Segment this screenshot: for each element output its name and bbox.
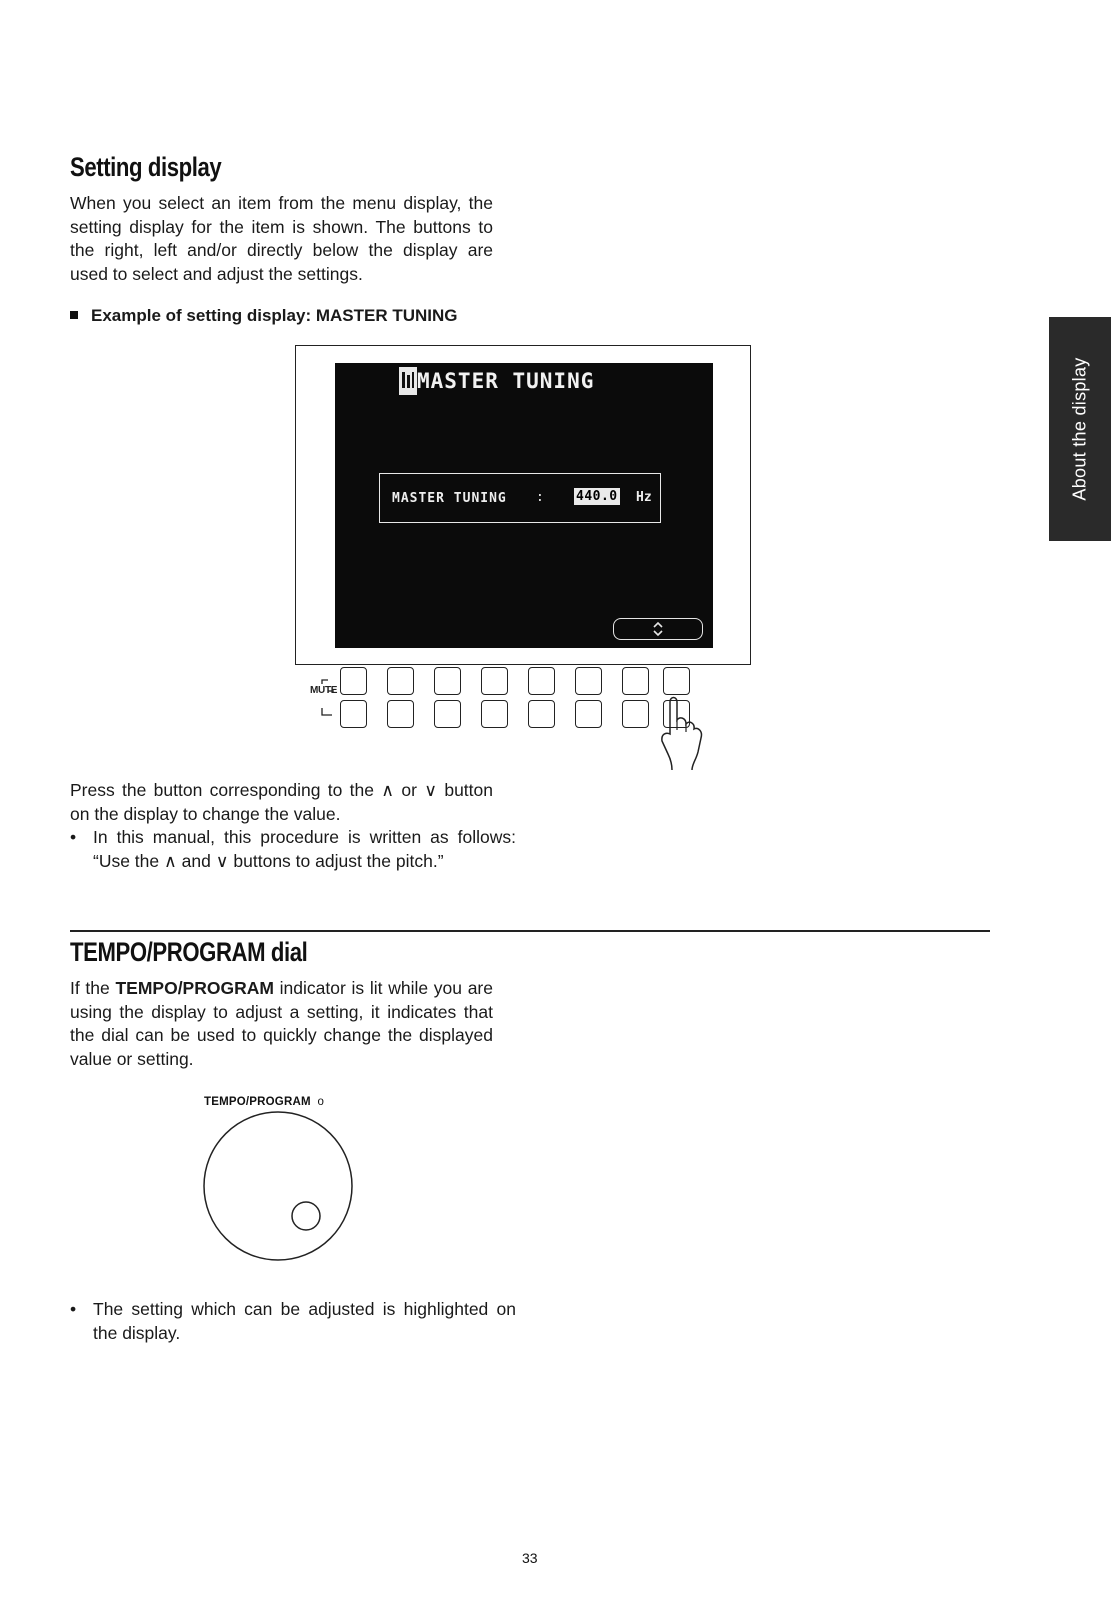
bullet-icon: •	[70, 827, 77, 847]
section-side-tab	[1049, 317, 1111, 541]
tempo-program-indicator-label: TEMPO/PROGRAM o	[204, 1096, 325, 1108]
up-down-button[interactable]	[613, 618, 703, 640]
display-button-bottom-7[interactable]	[622, 700, 649, 728]
display-button-top-2[interactable]	[387, 667, 414, 695]
display-button-bottom-3[interactable]	[434, 700, 461, 728]
up-down-arrows-icon	[648, 620, 668, 638]
tempo-dial-intro: If the TEMPO/PROGRAM indicator is lit while you are using the display to adjust a setting, it indicates that the dial can be used to quickly change the displayed value or setting.	[70, 978, 493, 1069]
section-divider	[70, 930, 990, 932]
note-highlighted-setting: • The setting which can be adjusted is highlighted on the display.	[70, 1299, 516, 1343]
section-heading-setting-display: Setting display	[70, 152, 222, 182]
display-button-top-7[interactable]	[622, 667, 649, 695]
side-tab-label: About the display	[1069, 357, 1090, 501]
mute-bracket	[318, 670, 338, 722]
field-label: MASTER TUNING	[392, 491, 507, 506]
display-mode-icon	[399, 367, 417, 395]
master-tuning-field	[379, 473, 661, 523]
display-button-top-1[interactable]	[340, 667, 367, 695]
tempo-program-dial[interactable]	[200, 1110, 360, 1262]
indicator-lamp-icon: o	[317, 1096, 325, 1108]
display-button-bottom-5[interactable]	[528, 700, 555, 728]
lcd-screen	[335, 363, 713, 648]
field-colon: :	[536, 490, 544, 505]
mute-label: MUTE	[310, 685, 338, 696]
setting-display-intro: When you select an item from the menu display, the setting display for the item is shown. The buttons to the right, left and/or directly below the display are used to select and adjust the settings.	[70, 193, 493, 284]
field-value[interactable]: 440.0	[576, 489, 618, 504]
field-unit: Hz	[636, 490, 652, 505]
pressing-finger-icon	[648, 690, 708, 772]
display-button-top-4[interactable]	[481, 667, 508, 695]
display-button-top-5[interactable]	[528, 667, 555, 695]
display-button-top-3[interactable]	[434, 667, 461, 695]
display-button-bottom-2[interactable]	[387, 700, 414, 728]
display-button-top-6[interactable]	[575, 667, 602, 695]
square-bullet-icon	[70, 311, 78, 319]
page-number: 33	[522, 1550, 538, 1566]
lcd-title: MASTER TUNING	[417, 369, 595, 393]
display-button-bottom-1[interactable]	[340, 700, 367, 728]
display-button-bottom-6[interactable]	[575, 700, 602, 728]
display-button-bottom-4[interactable]	[481, 700, 508, 728]
example-heading: Example of setting display: MASTER TUNING	[70, 304, 458, 328]
instruction-text: Press the button corresponding to the ∧ or ∨ button on the display to change the value.	[70, 780, 493, 824]
note-manual-convention: • In this manual, this procedure is written as follows: “Use the ∧ and ∨ buttons to adjust the pitch.”	[70, 827, 516, 871]
section-heading-tempo-dial: TEMPO/PROGRAM dial	[70, 937, 308, 967]
bullet-icon: •	[70, 1299, 77, 1319]
